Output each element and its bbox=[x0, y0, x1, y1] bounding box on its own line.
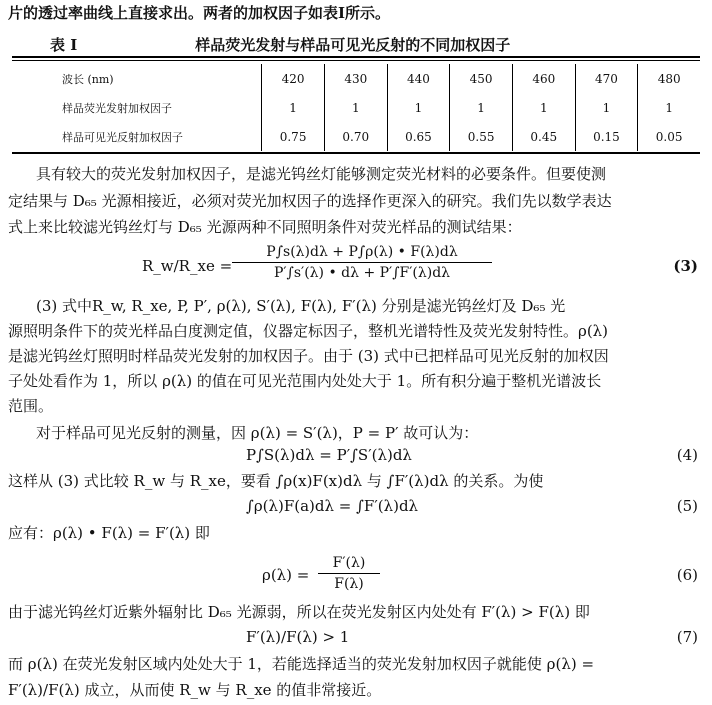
para2-line-5: 范围。 bbox=[8, 397, 54, 415]
table-row bbox=[12, 64, 700, 93]
weighting-factor-table bbox=[12, 64, 700, 151]
eq7-number: (7) bbox=[676, 628, 698, 646]
para2-line-1: (3) 式中R_w, R_xe, P, P′, ρ(λ), S′(λ), F(λ), F′(λ) 分别是滤光钨丝灯及 D₆₅ 光 bbox=[36, 297, 566, 315]
top-text-line: 片的透过率曲线上直接求出。两者的加权因子如表I所示。 bbox=[8, 4, 391, 22]
table-label: 表 I bbox=[50, 36, 78, 54]
row-label: 样品荧光发射加权因子 bbox=[62, 101, 172, 115]
eq3-lhs: R_w/R_xe = bbox=[142, 257, 233, 275]
eq3-fraction bbox=[232, 243, 492, 282]
table-row bbox=[12, 93, 700, 122]
table-cell: 1 bbox=[387, 93, 450, 122]
table-top-rule bbox=[12, 56, 700, 58]
table-cell: 1 bbox=[575, 93, 638, 122]
table-cell: 0.55 bbox=[450, 122, 513, 151]
table-cell: 0.15 bbox=[575, 122, 638, 151]
para1-line-2: 定结果与 D₆₅ 光源相接近，必须对荧光加权因子的选择作更深入的研究。我们先以数学表达 bbox=[8, 192, 612, 210]
table-cell: 0.70 bbox=[324, 122, 387, 151]
eq3-numerator: P∫s(λ)dλ + P∫ρ(λ) • F(λ)dλ bbox=[266, 244, 458, 260]
table-cell: 1 bbox=[450, 93, 513, 122]
table-cell: 480 bbox=[638, 64, 700, 93]
table-cell: 420 bbox=[262, 64, 325, 93]
eq3-fraction-bar bbox=[232, 262, 492, 263]
eq3-denominator: P′∫s′(λ) • dλ + P′∫F′(λ)dλ bbox=[273, 265, 451, 281]
eq6-lhs: ρ(λ) = bbox=[262, 566, 310, 584]
eq6-fraction bbox=[318, 554, 380, 593]
para1-line-1: 具有较大的荧光发射加权因子，是滤光钨丝灯能够测定荧光材料的必要条件。但要使测 bbox=[36, 165, 607, 183]
para1-line-3: 式上来比较滤光钨丝灯与 D₆₅ 光源两种不同照明条件对荧光样品的测试结果： bbox=[8, 218, 522, 236]
para2-line-4: 子处处看作为 1，所以 ρ(λ) 的值在可见光范围内处处大于 1。所有积分遍于整机光谱波长 bbox=[8, 372, 602, 390]
para3-line: 对于样品可见光反射的测量，因 ρ(λ) = S′(λ)，P = P′ 故可认为： bbox=[36, 424, 479, 442]
table-cell: 0.45 bbox=[512, 122, 575, 151]
eq6-number: (6) bbox=[676, 566, 698, 584]
table-cell: 0.05 bbox=[638, 122, 700, 151]
row-label: 样品可见光反射加权因子 bbox=[62, 130, 183, 144]
table-bottom-rule bbox=[12, 152, 700, 154]
para7-line-1: 而 ρ(λ) 在荧光发射区域内处处大于 1，若能选择适当的荧光发射加权因子就能使 ρ(λ) = bbox=[8, 655, 595, 673]
para5-line: 应有：ρ(λ) • F(λ) = F′(λ) 即 bbox=[8, 524, 210, 542]
table-cell: 1 bbox=[638, 93, 700, 122]
table-row bbox=[12, 122, 700, 151]
row-label: 波长 (nm) bbox=[62, 72, 114, 86]
eq6-numerator: F′(λ) bbox=[332, 555, 366, 571]
eq4-number: (4) bbox=[676, 446, 698, 464]
table-cell: 0.65 bbox=[387, 122, 450, 151]
table-top-rule-thin bbox=[12, 60, 700, 61]
para2-line-2: 源照明条件下的荧光样品白度测定值，仪器定标因子，整机光谱特性及荧光发射特性。ρ(λ) bbox=[8, 322, 609, 340]
table-cell: 1 bbox=[512, 93, 575, 122]
table-cell: 440 bbox=[387, 64, 450, 93]
table-cell: 450 bbox=[450, 64, 513, 93]
table-cell: 0.75 bbox=[262, 122, 325, 151]
eq5-body: ∫ρ(λ)F(a)dλ = ∫F′(λ)dλ bbox=[246, 497, 419, 515]
eq3-number: (3) bbox=[673, 257, 698, 275]
table-cell: 430 bbox=[324, 64, 387, 93]
para6-line: 由于滤光钨丝灯近紫外辐射比 D₆₅ 光源弱，所以在荧光发射区内处处有 F′(λ) > F(λ) 即 bbox=[8, 603, 590, 621]
eq4-body: P∫S(λ)dλ = P′∫S′(λ)dλ bbox=[246, 446, 412, 464]
table-cell: 470 bbox=[575, 64, 638, 93]
table-caption bbox=[50, 34, 510, 55]
eq6-denominator: F(λ) bbox=[334, 576, 364, 592]
para2-line-3: 是滤光钨丝灯照明时样品荧光发射的加权因子。由于 (3) 式中已把样品可见光反射的加权因 bbox=[8, 347, 609, 365]
para7-line-2: F′(λ)/F(λ) 成立，从而使 R_w 与 R_xe 的值非常接近。 bbox=[8, 681, 382, 699]
eq6-fraction-bar bbox=[318, 573, 380, 574]
table-cell: 1 bbox=[324, 93, 387, 122]
table-title: 样品荧光发射与样品可见光反射的不同加权因子 bbox=[195, 36, 511, 54]
eq7-body: F′(λ)/F(λ) > 1 bbox=[246, 628, 350, 646]
table-cell: 460 bbox=[512, 64, 575, 93]
eq5-number: (5) bbox=[676, 497, 698, 515]
para4-line: 这样从 (3) 式比较 R_w 与 R_xe，要看 ∫ρ(x)F(x)dλ 与 ∫F′(λ)dλ 的关系。为使 bbox=[8, 472, 544, 490]
table-cell: 1 bbox=[262, 93, 325, 122]
